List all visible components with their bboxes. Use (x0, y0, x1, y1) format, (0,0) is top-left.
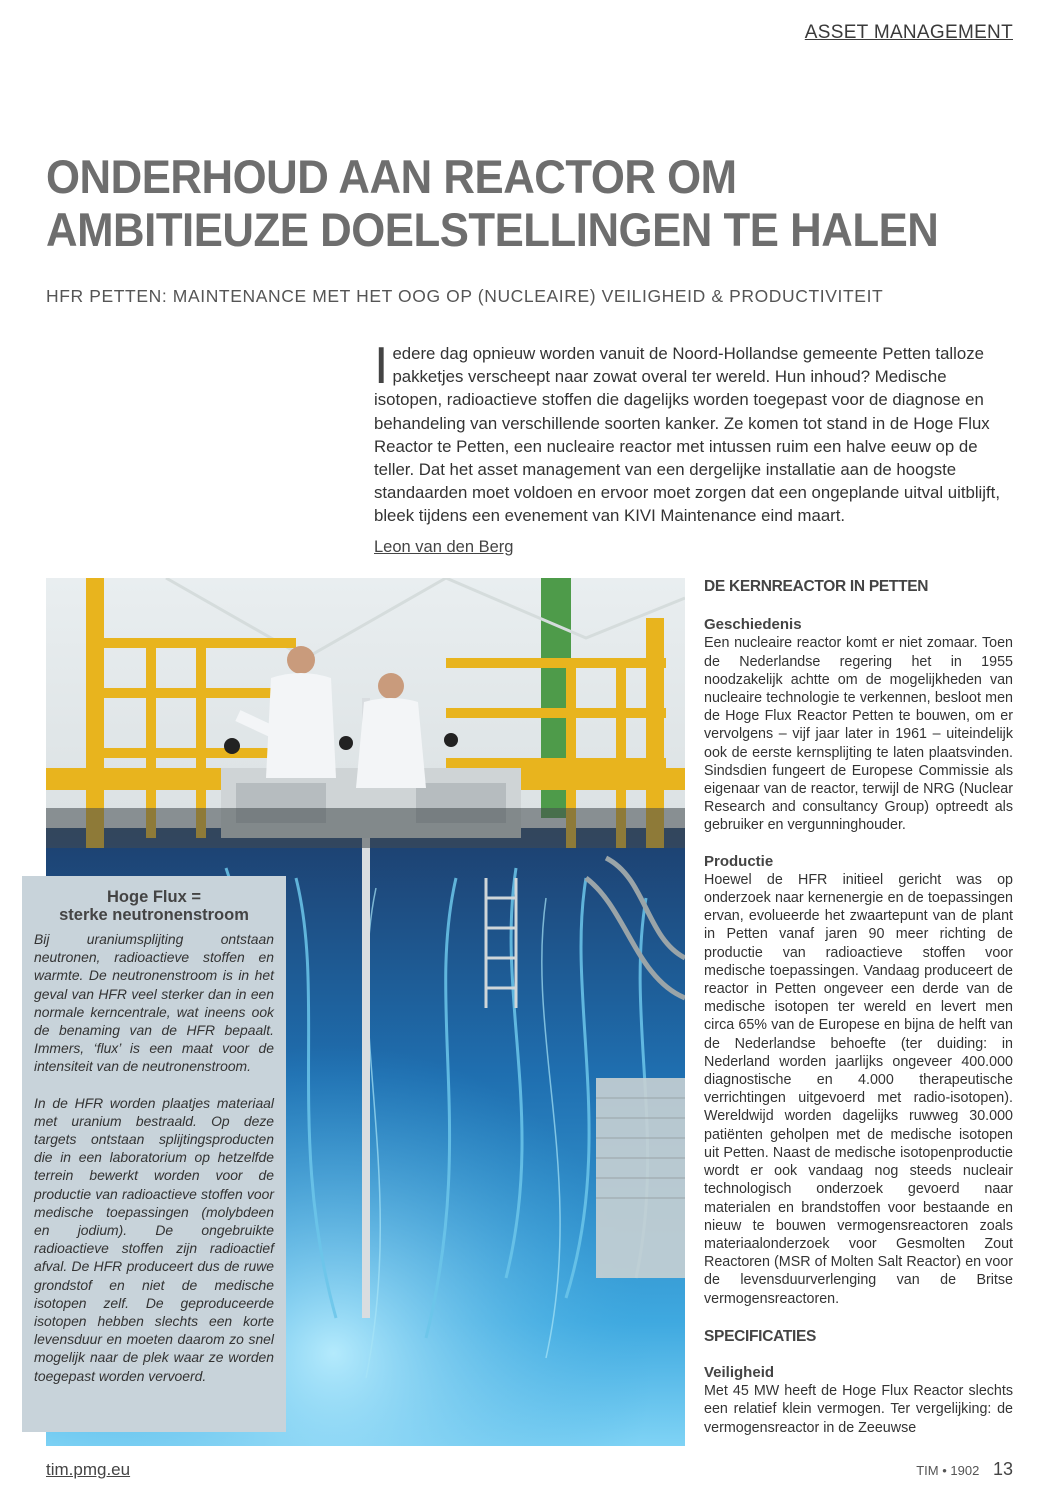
safety-text: Met 45 MW heeft de Hoge Flux Reactor slechts een relatief klein vermogen. Ter vergelijking: de vermogensreactor in de Zeeuwse (704, 1383, 1013, 1436)
website-link[interactable]: tim.pmg.eu (46, 1460, 131, 1479)
intro-paragraph (374, 337, 1014, 528)
sidebar-paragraph-1: Bij uraniumsplijting ontstaan neutronen, radioactieve stoffen en warmte. De neutronenstroom is in het geval van HFR veel sterker dan in een normale kerncentrale, wat ineens ook de benaming van de HFR bepaalt. Immers, ‘flux’ is een maat voor de intensiteit van de neutronenstroom. (34, 931, 274, 1075)
section-heading-reactor: DE KERNREACTOR IN PETTEN (704, 578, 929, 595)
title-line-2: AMBITIEUZE DOELSTELLINGEN TE HALEN (46, 203, 939, 256)
article-column (704, 578, 1013, 1437)
page-title (46, 150, 948, 256)
production-text: Hoewel de HFR initieel gericht was op onderzoek naar kernenergie en de toepassingen ervan, evolueerde het zwaartepunt van de plant in Petten vanaf jaren 90 meer richting de productie van radioactieve stoffen voor medische toepassingen. Vandaag produceert de reactor in Petten ongeveer een derde van de medische isotopen ter wereld en levert men circa 65% van de Europese en bijna de helft van de Nederlandse behoefte (ter duiding: in Nederland worden jaarlijks ongeveer 400.000 diagnostische en 4.000 therapeutische verrichtingen uitgevoerd met radio-isotopen). Wereldwijd worden dagelijks ruwweg 30.000 patiënten geholpen met de medische isotopen uit Petten. Naast de medische isotopenproductie wordt er ook vandaag nog steeds nucleair technologisch onderzoek gevoerd naar materialen en brandstoffen voor bestaande en nieuw te bouwen vermogensreactoren zoals materiaalonderzoek voor Gesmolten Zout Reactoren (MSR of Molten Salt Reactor) en voor de levensduurverlenging van de Britse vermogensreactoren. (704, 871, 1013, 1307)
issue-number: 1902 (950, 1463, 980, 1478)
history-text: Een nucleaire reactor komt er niet zomaar. Toen de Nederlandse regering het in 1955 noodzakelijk achtte om de mogelijkheden van nucleaire technologie te verkennen, besloot men de Hoge Flux Reactor Petten te bouwen, om er vervolgens – vijf jaar later in 1961 – uiteindelijk ook de eerste kernsplijting te laten plaatsvinden. Sindsdien fungeert de Europese Commissie als eigenaar van de reactor, terwijl de NRG (Nuclear Research and consultancy Group) optreedt als gebruiker en vergunninghouder. (704, 635, 1013, 834)
subheading-safety: Veiligheid (704, 1363, 775, 1381)
page-footer (916, 1459, 1013, 1480)
section-tag[interactable]: ASSET MANAGEMENT (804, 22, 1013, 43)
section-heading-specs: SPECIFICATIES (704, 1327, 817, 1345)
page-number: 13 (992, 1459, 1013, 1479)
intro-rest: isotopen, radioactieve stoffen die dagelijks worden toegepast voor de diagnose en behandeling van verschillende soorten kanker. Ze komen tot stand in de Hoge Flux Reactor te Petten, een nucleaire reactor met intussen ruim een halve eeuw op de teller. Dat het asset management van een dergelijke installatie aan de hoogste standaarden moet voldoen en ervoor moet zorgen dat een ongeplande uitval uitblijft, bleek tijdens een evenement van KIVI Maintenance eind maart. (374, 390, 1000, 526)
intro-line-2: pakketjes verscheept naar zowat overal ter wereld. Hun inhoud? Medische (392, 367, 947, 387)
sidebar-title-line-2: sterke neutronenstroom (59, 906, 249, 924)
subheading-history: Geschiedenis (704, 616, 802, 634)
sidebar-title (34, 888, 274, 924)
author-link[interactable]: Leon van den Berg (374, 538, 514, 556)
intro-line-1: edere dag opnieuw worden vanuit de Noord-Hollandse gemeente Petten talloze (392, 344, 984, 363)
magazine-name: TIM (916, 1463, 939, 1478)
sidebar-box (22, 876, 286, 1432)
subheading-production: Productie (704, 852, 774, 870)
subtitle: HFR PETTEN: MAINTENANCE MET HET OOG OP (NUCLEAIRE) VEILIGHEID & PRODUCTIVITEIT (46, 286, 884, 306)
footer-separator: • (942, 1463, 947, 1478)
sidebar-title-line-1: Hoge Flux = (107, 888, 201, 906)
drop-cap: I (374, 337, 389, 395)
sidebar-paragraph-2: In de HFR worden plaatjes materiaal met uranium bestraald. Op deze targets ontstaan splijtingsproducten die in een laboratorium op hetzelfde terrein bewerkt worden voor de productie van radioactieve stoffen voor medische toepassingen (molybdeen en jodium). De ongebruikte radioactieve stoffen zijn radioactief afval. De HFR produceert dus de ruwe grondstof en niet de medische isotopen zelf. De geproduceerde isotopen hebben slechts een korte levensduur en moeten daarom zo snel mogelijk naar de plek waar ze worden toegepast worden vervoerd. (34, 1094, 274, 1384)
title-line-1: ONDERHOUD AAN REACTOR OM (46, 150, 737, 203)
